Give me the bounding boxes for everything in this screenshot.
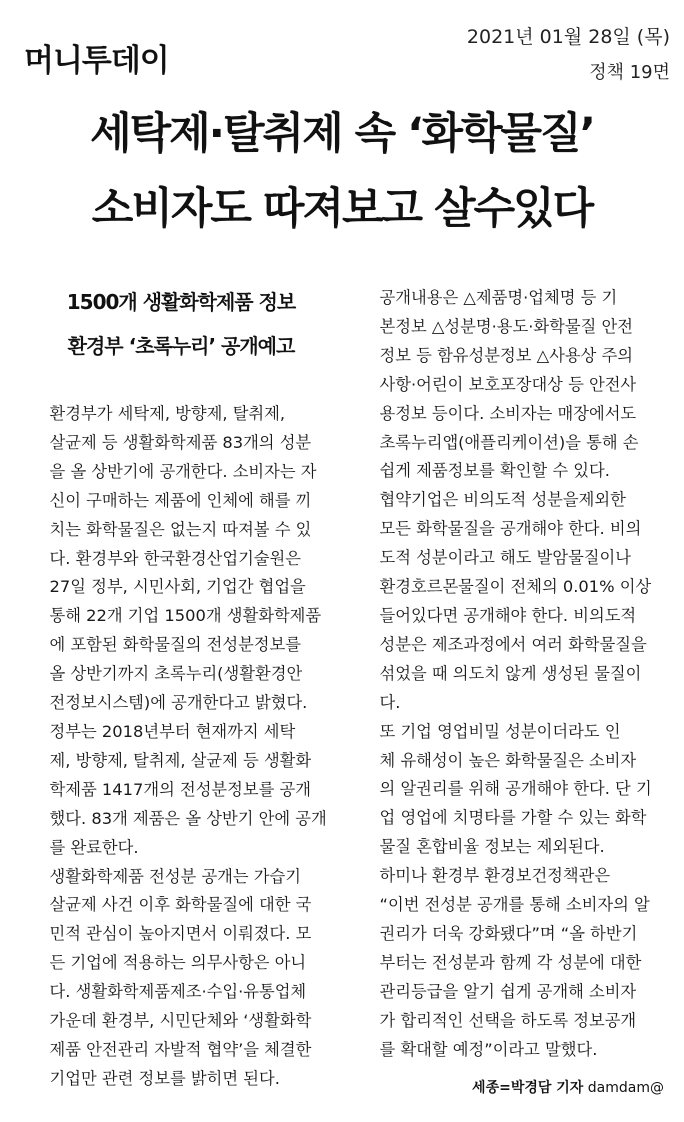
paragraph	[360, 284, 670, 486]
body-line: 살균제 사건 이후 화학물질에 대한 국	[49, 895, 312, 915]
body-line: 를 확대할 예정”이라고 말했다.	[379, 1039, 598, 1059]
body-line: 에 포함된 화학물질의 전성분정보를	[49, 635, 301, 655]
body-line: 다. 생활화학제품제조·수입·유통업체	[49, 982, 307, 1002]
body-line: 올 상반기까지 초록누리(생활환경안	[49, 664, 303, 684]
body-line: 공개내용은 △제품명·업체명 등 기	[379, 288, 618, 307]
subheadline-line-1: 1500개 생활화학제품 정보	[66, 290, 296, 314]
body-line: 다. 환경부와 한국환경산업기술원은	[49, 548, 301, 568]
body-line: 했다. 83개 제품은 올 상반기 안에 공개	[49, 808, 327, 828]
headline-line-2: 소비자도 따져보고 살수있다	[91, 184, 593, 234]
body-line: 기업만 관련 정보를 밝히면 된다.	[49, 1068, 280, 1088]
publication-date: 2021년 01월 28일 (목)	[466, 26, 670, 48]
body-line: 전정보시스템)에 공개한다고 밝혔다.	[49, 693, 308, 713]
body-line: 를 완료한다.	[49, 837, 139, 857]
body-line: 정부는 2018년부터 현재까지 세탁	[49, 721, 296, 741]
body-line: 의 알권리를 위해 공개해야 한다. 단 기	[379, 779, 652, 799]
body-line: 권리가 더욱 강화됐다”며 “올 하반기	[379, 923, 638, 943]
body-line: 업 영업에 치명타를 가할 수 있는 화학	[379, 808, 647, 828]
paragraph	[360, 718, 670, 863]
body-line: 쉽게 제품정보를 확인할 수 있다.	[379, 461, 610, 481]
body-line: 또 기업 영업비밀 성분이더라도 인	[379, 721, 621, 741]
paragraph	[30, 718, 336, 863]
section-page: 정책 19면	[589, 62, 670, 83]
body-line: 모든 화학물질을 공개해야 한다. 비의	[379, 519, 642, 539]
body-line: 가 합리적인 선택을 하도록 정보공개	[379, 1010, 637, 1030]
body-line: 제품 안전관리 자발적 협약’을 체결한	[49, 1039, 312, 1059]
body-line: 초록누리앱(애플리케이션)을 통해 손	[379, 432, 639, 452]
paragraph	[360, 862, 670, 1064]
reporter-email: damdam@	[587, 1080, 664, 1096]
body-line: 섞었을 때 의도치 않게 생성된 물질이	[379, 663, 642, 683]
body-column-right	[360, 284, 670, 1064]
body-column-left	[30, 400, 336, 1094]
body-line: 체 유해성이 높은 화학물질은 소비자	[379, 750, 637, 770]
body-line: 본정보 △성분명·용도·화학물질 안전	[379, 316, 633, 336]
body-line: 학제품 1417개의 전성분정보를 공개	[49, 779, 311, 799]
byline	[472, 1077, 664, 1097]
body-line: 신이 구매하는 제품에 인체에 해를 끼	[49, 490, 312, 510]
body-line: 하미나 환경부 환경보건정책관은	[379, 866, 611, 886]
body-line: 통해 22개 기업 1500개 생활화학제품	[49, 606, 322, 626]
body-line: 부터는 전성분과 함께 각 성분에 대한	[379, 952, 642, 972]
body-line: 제, 방향제, 탈취제, 살균제 등 생활화	[49, 750, 312, 770]
paragraph	[360, 486, 670, 717]
reporter-name: 세종=박경담 기자	[472, 1080, 584, 1096]
body-line: 살균제 등 생활화학제품 83개의 성분	[49, 432, 312, 452]
body-line: 정보 등 함유성분정보 △사용상 주의	[379, 345, 633, 365]
body-line: 민적 관심이 높아지면서 이뤄졌다. 모	[49, 924, 312, 944]
body-line: 관리등급을 알기 쉽게 공개해 소비자	[379, 981, 637, 1001]
body-line: 가운데 환경부, 시민단체와 ‘생활화학	[49, 1011, 312, 1031]
body-line: 도적 성분이라고 해도 발암물질이나	[379, 548, 631, 568]
paragraph	[30, 863, 336, 1094]
body-line: 치는 화학물질은 없는지 따져볼 수 있	[49, 519, 312, 539]
body-line: “이번 전성분 공개를 통해 소비자의 알	[379, 895, 650, 915]
body-line: 성분은 제조과정에서 여러 화학물질을	[379, 634, 647, 654]
body-line: 들어있다면 공개해야 한다. 비의도적	[379, 605, 637, 625]
body-line: 다.	[379, 692, 401, 712]
body-line: 을 올 상반기에 공개한다. 소비자는 자	[49, 461, 317, 481]
body-line: 27일 정부, 시민사회, 기업간 협업을	[49, 577, 306, 597]
body-line: 든 기업에 적용하는 의무사항은 아니	[49, 953, 307, 973]
body-line: 용정보 등이다. 소비자는 매장에서도	[379, 403, 637, 423]
body-line: 환경부가 세탁제, 방향제, 탈취제,	[49, 404, 286, 423]
body-line: 생활화학제품 전성분 공개는 가습기	[49, 866, 301, 886]
body-line: 환경호르몬물질이 전체의 0.01% 이상	[379, 577, 652, 597]
subheadline-line-2: 환경부 ‘초록누리’ 공개예고	[67, 334, 295, 358]
body-line: 물질 혼합비율 정보는 제외된다.	[379, 837, 605, 857]
paragraph	[30, 400, 336, 718]
body-line: 협약기업은 비의도적 성분을제외한	[379, 490, 626, 510]
newspaper-name: 머니투데이	[24, 43, 169, 79]
body-line: 사항·어린이 보호포장대상 등 안전사	[379, 374, 637, 394]
headline-line-1: 세탁제·탈취제 속 ‘화학물질’	[90, 109, 594, 159]
